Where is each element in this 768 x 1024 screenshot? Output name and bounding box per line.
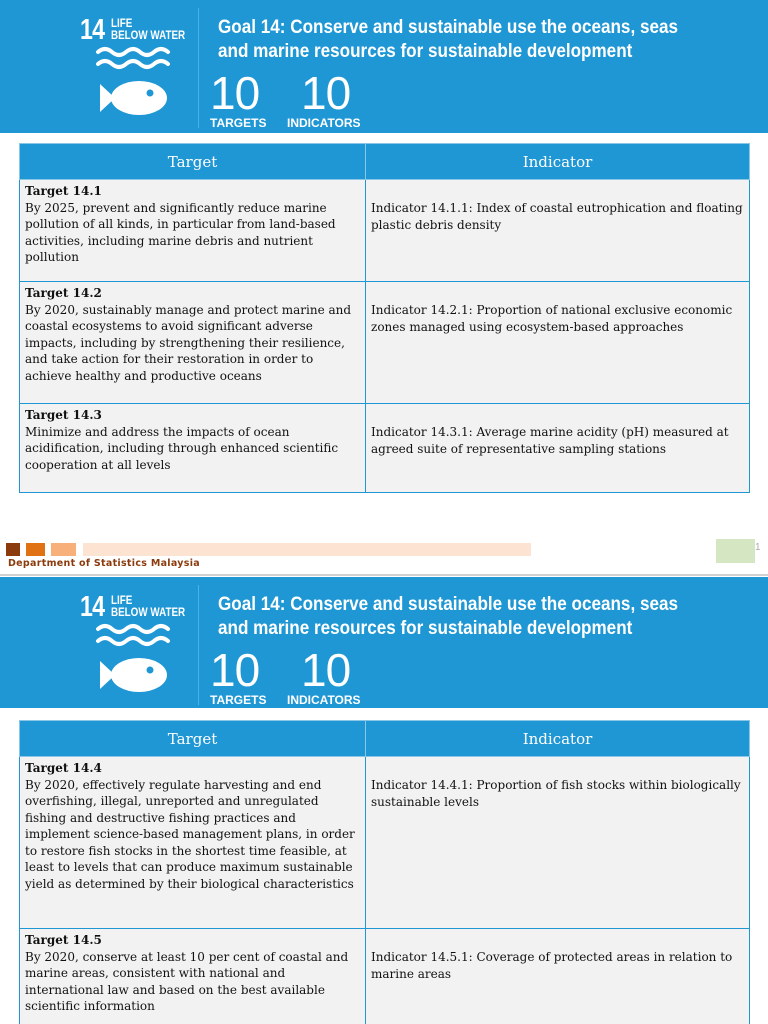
page-number-box [716,539,755,563]
targets-label: TARGETS [210,116,267,130]
target-name: Target 14.3 [25,408,102,422]
slide-2 [0,577,768,1024]
sdg14-logo [73,585,199,705]
sdg14-logo [73,8,199,128]
targets-label: TARGETS [210,693,267,707]
goal-title: Goal 14: Conserve and sustainable use the oceans, seas and marine resources for sustainable development [218,17,678,62]
indicator-cell: Indicator 14.4.1: Proportion of fish stocks within biologically sustainable levels [366,757,750,929]
indicator-cell: Indicator 14.2.1: Proportion of national exclusive economic zones managed using ecosystem-based approaches [366,282,750,404]
indicators-label: INDICATORS [287,693,361,707]
targets-count: 10 [210,67,260,119]
target-name: Target 14.5 [25,933,102,947]
header-indicator: Indicator [366,144,750,180]
target-cell [20,929,366,1024]
indicators-count: 10 [301,67,351,119]
targets-count: 10 [210,644,260,696]
footer-decoration [51,543,76,556]
header-indicator: Indicator [366,721,750,757]
logo-number: 14 [80,591,105,623]
table-row [20,282,750,404]
logo-title: LIFE BELOW WATER [111,16,186,42]
target-text: Minimize and address the impacts of ocean acidification, including through enhanced scientific cooperation at all levels [25,424,339,472]
target-text: By 2025, prevent and significantly reduce marine pollution of all kinds, in particular from land-based activities, including marine debris and nutrient pollution [25,200,336,264]
table-row [20,404,750,493]
table-header-row [20,144,750,180]
header-target: Target [20,144,366,180]
footer-decoration [26,543,45,556]
table-header-row [20,721,750,757]
indicators-count: 10 [301,644,351,696]
header-target: Target [20,721,366,757]
target-name: Target 14.2 [25,286,102,300]
page-number: 1 [755,542,761,553]
fish-waves-icon [95,623,175,699]
table-row [20,180,750,282]
table-row [20,757,750,929]
target-cell [20,282,366,404]
footer-decoration [83,543,531,556]
goal-banner [0,577,768,708]
target-text: By 2020, sustainably manage and protect marine and coastal ecosystems to avoid significant adverse impacts, including by strengthening their resilience, and take action for their restoration in order to achieve healthy and productive oceans [25,302,352,383]
indicators-label: INDICATORS [287,116,361,130]
targets-table [19,143,750,493]
target-name: Target 14.4 [25,761,102,775]
target-cell [20,757,366,929]
table-row [20,929,750,1024]
footer-decoration [6,543,20,556]
goal-banner [0,0,768,133]
target-cell [20,404,366,493]
goal-title: Goal 14: Conserve and sustainable use the oceans, seas and marine resources for sustainable development [218,594,678,639]
target-name: Target 14.1 [25,184,102,198]
department-name: Department of Statistics Malaysia [8,558,200,569]
target-text: By 2020, conserve at least 10 per cent of coastal and marine areas, consistent with national and international law and based on the best available scientific information [25,949,349,1013]
targets-table [19,720,750,1024]
indicator-cell: Indicator 14.3.1: Average marine acidity (pH) measured at agreed suite of representative sampling stations [366,404,750,493]
indicator-cell: Indicator 14.1.1: Index of coastal eutrophication and floating plastic debris density [366,180,750,282]
fish-waves-icon [95,46,175,122]
target-cell [20,180,366,282]
indicator-cell: Indicator 14.5.1: Coverage of protected areas in relation to marine areas [366,929,750,1024]
target-text: By 2020, effectively regulate harvesting and end overfishing, illegal, unreported and unregulated fishing and destructive fishing practices and implement science-based management plans, in order to restore fish stocks in the shortest time feasible, at least to levels that can produce maximum sustainable yield as determined by their biological characteristics [25,777,355,891]
logo-number: 14 [80,14,105,46]
logo-title: LIFE BELOW WATER [111,593,186,619]
slide-divider [0,574,768,576]
